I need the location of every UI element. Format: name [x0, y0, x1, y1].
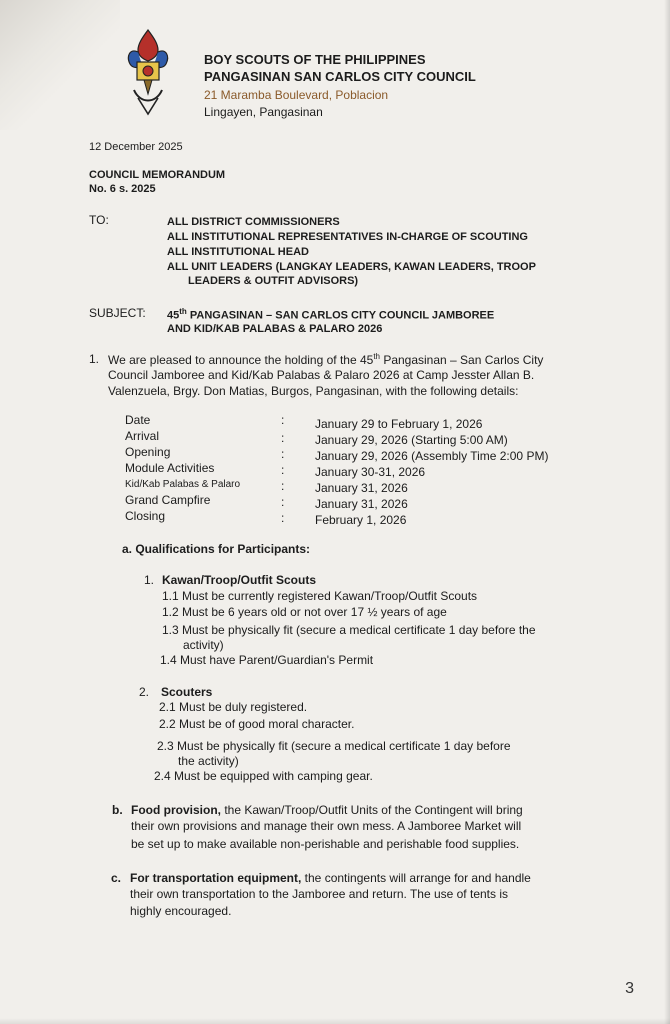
intro-line-1: We are pleased to announce the holding of the 45th Pangasinan – San Carlos City — [108, 352, 544, 367]
detail-label: Date — [125, 413, 151, 427]
intro-line-2: Council Jamboree and Kid/Kab Palabas & Palaro 2026 at Camp Jesster Allan B. — [108, 368, 535, 382]
qualification-item: 1.2 Must be 6 years old or not over 17 ½ years of age — [162, 605, 447, 619]
subject-line-1: 45th PANGASINAN – SAN CARLOS CITY COUNCIL JAMBOREE — [167, 307, 495, 322]
detail-label: Grand Campfire — [125, 493, 211, 507]
qualifications-heading: a. Qualifications for Participants: — [122, 542, 311, 556]
to-line: ALL UNIT LEADERS (LANGKAY LEADERS, KAWAN LEADERS, TROOP — [167, 261, 536, 273]
detail-colon: : — [281, 447, 285, 461]
food-line-2: their own provisions and manage their own mess. A Jamboree Market will — [131, 819, 522, 833]
detail-colon: : — [281, 511, 285, 525]
qualification-item: 1.3 Must be physically fit (secure a medical certificate 1 day before the — [162, 623, 536, 637]
to-line: ALL INSTITUTIONAL REPRESENTATIVES IN-CHARGE OF SCOUTING — [167, 231, 528, 243]
qualification-item: 1.4 Must have Parent/Guardian's Permit — [160, 653, 374, 667]
group-title: Scouters — [161, 685, 213, 699]
detail-colon: : — [281, 463, 285, 477]
detail-value: February 1, 2026 — [315, 513, 407, 527]
group-title: Kawan/Troop/Outfit Scouts — [162, 573, 317, 587]
food-line-3: be set up to make available non-perishable and perishable food supplies. — [131, 837, 520, 851]
subject-line-2: AND KID/KAB PALABAS & PALARO 2026 — [167, 323, 383, 335]
transport-letter: c. — [111, 871, 122, 885]
qualification-item: activity) — [183, 638, 224, 652]
qualification-item: 2.4 Must be equipped with camping gear. — [154, 769, 373, 783]
detail-label: Module Activities — [125, 461, 215, 475]
to-line: LEADERS & OUTFIT ADVISORS) — [188, 275, 359, 287]
org-name: BOY SCOUTS OF THE PHILIPPINES — [204, 52, 426, 67]
food-letter: b. — [112, 803, 123, 817]
group-number: 1. — [144, 573, 155, 587]
detail-value: January 29, 2026 (Assembly Time 2:00 PM) — [315, 449, 549, 463]
food-line-1: Food provision, the Kawan/Troop/Outfit Units of the Contingent will bring — [131, 803, 523, 817]
detail-colon: : — [281, 413, 285, 427]
to-label: TO: — [89, 213, 109, 227]
intro-number: 1. — [89, 352, 100, 366]
council-name: PANGASINAN SAN CARLOS CITY COUNCIL — [204, 69, 476, 84]
transport-line-1: For transportation equipment, the contingents will arrange for and handle — [130, 871, 531, 885]
detail-label: Kid/Kab Palabas & Palaro — [125, 479, 241, 490]
detail-colon: : — [281, 431, 285, 445]
council-city: Lingayen, Pangasinan — [204, 105, 323, 119]
memo-type: COUNCIL MEMORANDUM — [89, 169, 226, 181]
qualification-item: 2.3 Must be physically fit (secure a medical certificate 1 day before — [157, 739, 511, 753]
detail-value: January 31, 2026 — [315, 481, 408, 495]
group-number: 2. — [139, 685, 150, 699]
transport-line-3: highly encouraged. — [130, 904, 232, 918]
detail-value: January 29, 2026 (Starting 5:00 AM) — [315, 433, 508, 447]
detail-label: Arrival — [125, 429, 160, 443]
qualification-item: 2.1 Must be duly registered. — [159, 700, 308, 714]
to-line: ALL INSTITUTIONAL HEAD — [167, 246, 309, 258]
detail-value: January 31, 2026 — [315, 497, 408, 511]
bsp-logo — [124, 28, 172, 118]
page-number: 3 — [625, 980, 634, 997]
transport-line-2: their own transportation to the Jamboree and return. The use of tents is — [130, 887, 508, 901]
memo-number: No. 6 s. 2025 — [89, 183, 156, 195]
detail-value: January 29 to February 1, 2026 — [315, 417, 483, 431]
to-line: ALL DISTRICT COMMISSIONERS — [167, 216, 340, 228]
subject-label: SUBJECT: — [89, 306, 146, 320]
qualification-item: 2.2 Must be of good moral character. — [159, 717, 355, 731]
intro-line-3: Valenzuela, Brgy. Don Matias, Burgos, Pangasinan, with the following details: — [108, 384, 519, 398]
qualification-item: 1.1 Must be currently registered Kawan/Troop/Outfit Scouts — [162, 589, 478, 603]
detail-colon: : — [281, 479, 285, 493]
qualification-item: the activity) — [178, 754, 239, 768]
detail-label: Opening — [125, 445, 171, 459]
memo-date: 12 December 2025 — [89, 141, 183, 153]
detail-colon: : — [281, 495, 285, 509]
detail-label: Closing — [125, 509, 166, 523]
council-address: 21 Maramba Boulevard, Poblacion — [204, 88, 389, 102]
detail-value: January 30-31, 2026 — [315, 465, 426, 479]
